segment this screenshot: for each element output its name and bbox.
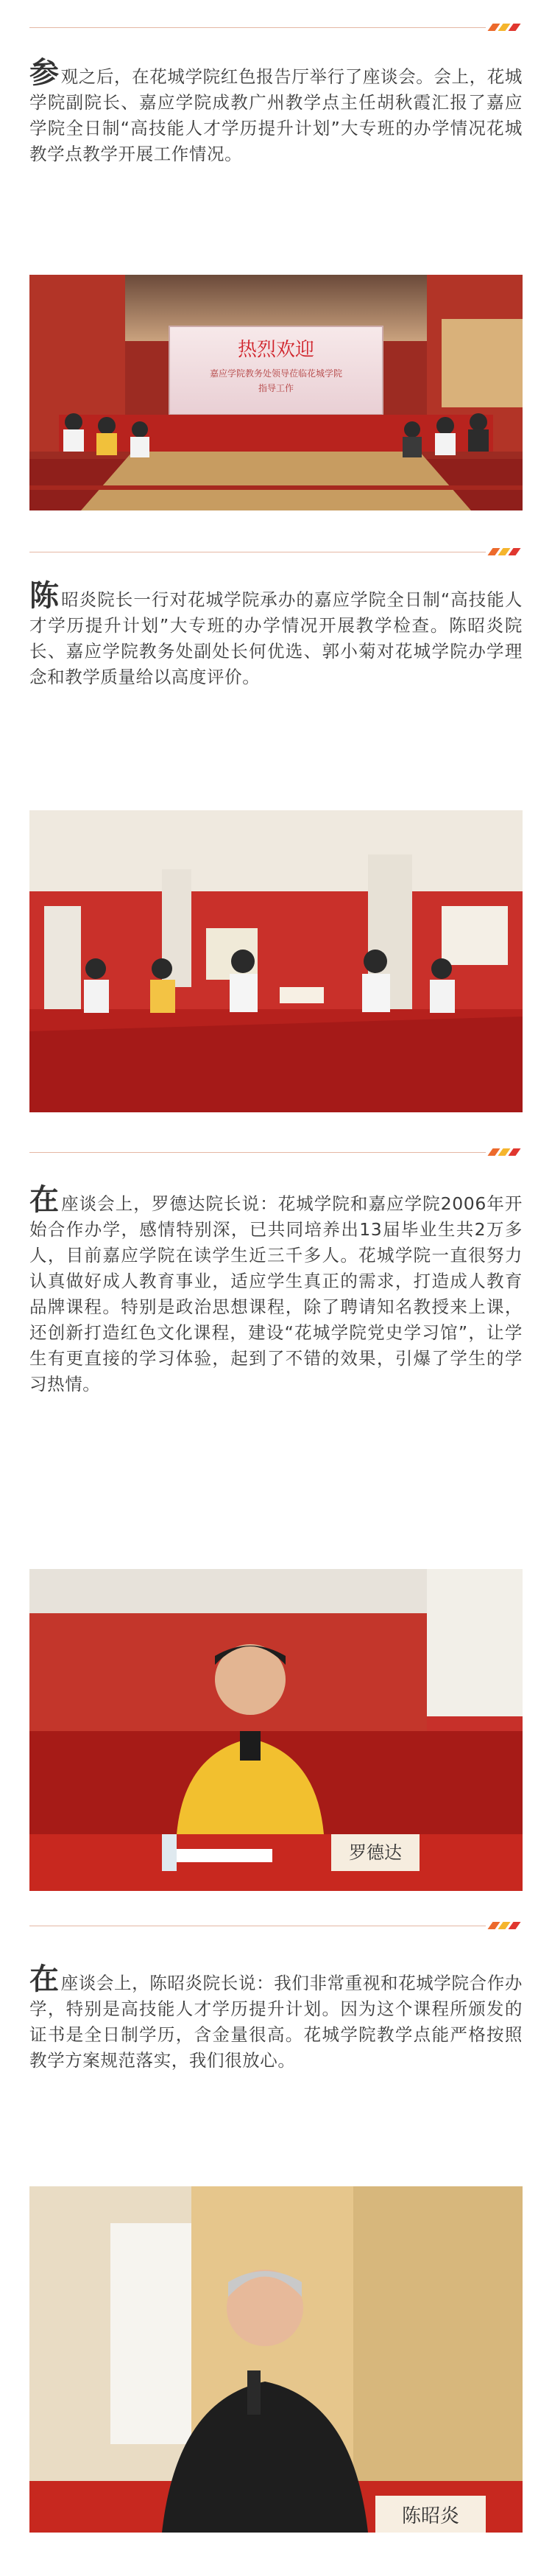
lead-char: 陈 bbox=[29, 579, 60, 613]
paragraph-2 bbox=[29, 579, 523, 690]
luo-deda-photo bbox=[29, 1569, 523, 1891]
nameplate-luo: 罗德达 bbox=[349, 1842, 402, 1863]
banner-subtitle: 嘉应学院教务处领导莅临花城学院 bbox=[209, 368, 343, 379]
paragraph-text: 座谈会上，陈昭炎院长说：我们非常重视和花城学院合作办学，特别是高技能人才学历提升计划。因为这个课程所颁发的证书是全日制学历，含金量很高。花城学院教学点能严格按照教学方案规范落实，我们很放心。 bbox=[29, 1973, 523, 2071]
paragraph-text: 观之后，在花城学院红色报告厅举行了座谈会。会上，花城学院副院长、嘉应学院成教广州教学点主任胡秋霞汇报了嘉应学院全日制“高技能人才学历提升计划”大专班的办学情况花城教学点教学开展工作情况。 bbox=[29, 66, 523, 164]
section-divider bbox=[29, 545, 523, 560]
paragraph-4 bbox=[29, 1962, 523, 2074]
section-divider bbox=[29, 1919, 523, 1934]
lead-char: 在 bbox=[29, 1962, 60, 1996]
section-divider bbox=[29, 21, 523, 35]
conference-table-photo bbox=[29, 810, 523, 1112]
paragraph-text: 昭炎院长一行对花城学院承办的嘉应学院全日制“高技能人才学历提升计划”大专班的办学情况开展教学检查。陈昭炎院长、嘉应学院教务处副处长何优选、郭小菊对花城学院办学理念和教学质量给以高度评价。 bbox=[29, 589, 523, 687]
paragraph-text: 座谈会上，罗德达院长说：花城学院和嘉应学院2006年开始合作办学，感情特别深，已共同培养出13届毕业生共2万多人，目前嘉应学院在读学生近三千多人。花城学院一直很努力认真做好成人教育事业，适应学生真正的需求，打造成人教育品牌课程。特别是政治思想课程，除了聘请知名教授来上课，还创新打造红色文化课程，建设“花城学院党史学习馆”，让学生有更直接的学习体验，起到了不错的效果，引爆了学生的学习热情。 bbox=[29, 1193, 523, 1394]
meeting-hall-photo bbox=[29, 275, 523, 510]
banner-subtitle-2: 指导工作 bbox=[258, 383, 294, 393]
nameplate-chen: 陈昭炎 bbox=[401, 2505, 460, 2527]
lead-char: 在 bbox=[29, 1183, 60, 1217]
paragraph-3 bbox=[29, 1183, 523, 1397]
paragraph-1 bbox=[29, 56, 523, 167]
chen-zhaoyan-photo bbox=[29, 2186, 523, 2533]
section-divider bbox=[29, 1145, 523, 1160]
banner-title: 热烈欢迎 bbox=[237, 339, 315, 361]
lead-char: 参 bbox=[29, 56, 60, 90]
